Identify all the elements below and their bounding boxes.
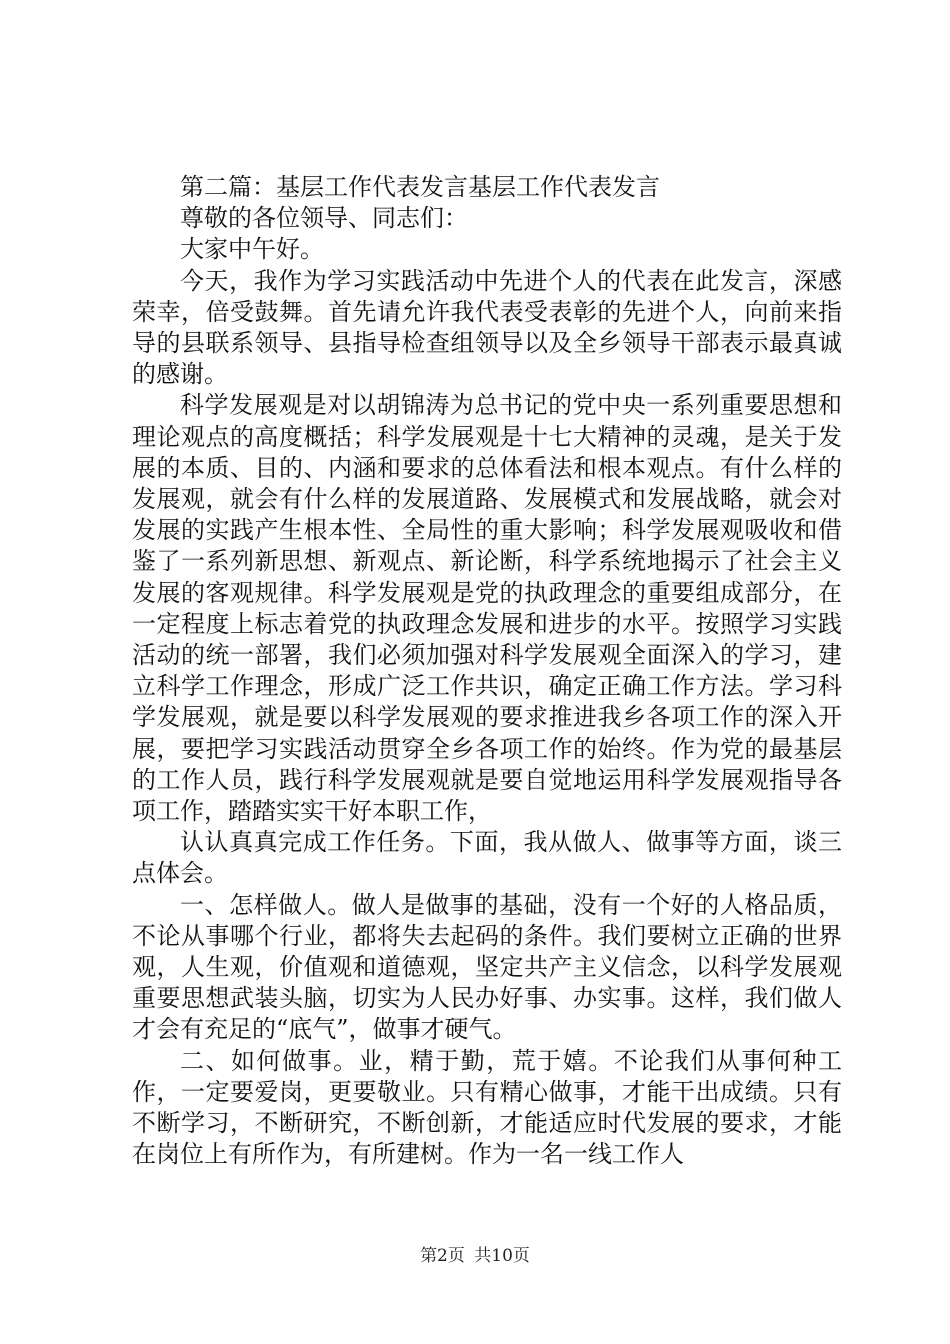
body-paragraph: 二、如何做事。业，精于勤，荒于嬉。不论我们从事何种工作，一定要爱岗，更要敬业。只有精心做事，才能干出成绩。只有不断学习，不断研究，不断创新，才能适应时代发展的要求，才能在岗位上有所作为，有所建树。作为一名一线工作人 [132, 1046, 842, 1169]
section-title: 第二篇：基层工作代表发言基层工作代表发言 [180, 173, 660, 201]
document-body [132, 172, 842, 1171]
body-paragraph: 认认真真完成工作任务。下面，我从做人、做事等方面，谈三点体会。 [132, 828, 842, 888]
page-total: 共10页 [474, 1246, 530, 1266]
body-paragraph: 科学发展观是对以胡锦涛为总书记的党中央一系列重要思想和理论观点的高度概括；科学发展观是十七大精神的灵魂，是关于发展的本质、目的、内涵和要求的总体看法和根本观点。有什么样的发展观，就会有什么样的发展道路、发展模式和发展战略，就会对发展的实践产生根本性、全局性的重大影响；科学发展观吸收和借鉴了一系列新思想、新观点、新论断，科学系统地揭示了社会主义发展的客观规律。科学发展观是党的执政理念的重要组成部分，在一定程度上标志着党的执政理念发展和进步的水平。按照学习实践活动的统一部署，我们必须加强对科学发展观全面深入的学习，建立科学工作理念，形成广泛工作共识，确定正确工作方法。学习科学发展观，就是要以科学发展观的要求推进我乡各项工作的深入开展，要把学习实践活动贯穿全乡各项工作的始终。作为党的最基层的工作人员，践行科学发展观就是要自觉地运用科学发展观指导各项工作，踏踏实实干好本职工作， [132, 391, 842, 826]
salutation: 尊敬的各位领导、同志们： [180, 204, 468, 233]
page-footer [0, 1241, 950, 1266]
greeting: 大家中午好。 [180, 235, 324, 264]
body-paragraph: 一、怎样做人。做人是做事的基础，没有一个好的人格品质，不论从事哪个行业，都将失去起码的条件。我们要树立正确的世界观，人生观，价值观和道德观，坚定共产主义信念，以科学发展观重要思想武装头脑，切实为人民办好事、办实事。这样，我们做人才会有充足的“底气”，做事才硬气。 [132, 890, 842, 1044]
page-number: 第2页 [420, 1246, 465, 1266]
body-paragraph: 今天，我作为学习实践活动中先进个人的代表在此发言，深感荣幸，倍受鼓舞。首先请允许我代表受表彰的先进个人，向前来指导的县联系领导、县指导检查组领导以及全乡领导干部表示最真诚的感谢。 [132, 266, 842, 389]
